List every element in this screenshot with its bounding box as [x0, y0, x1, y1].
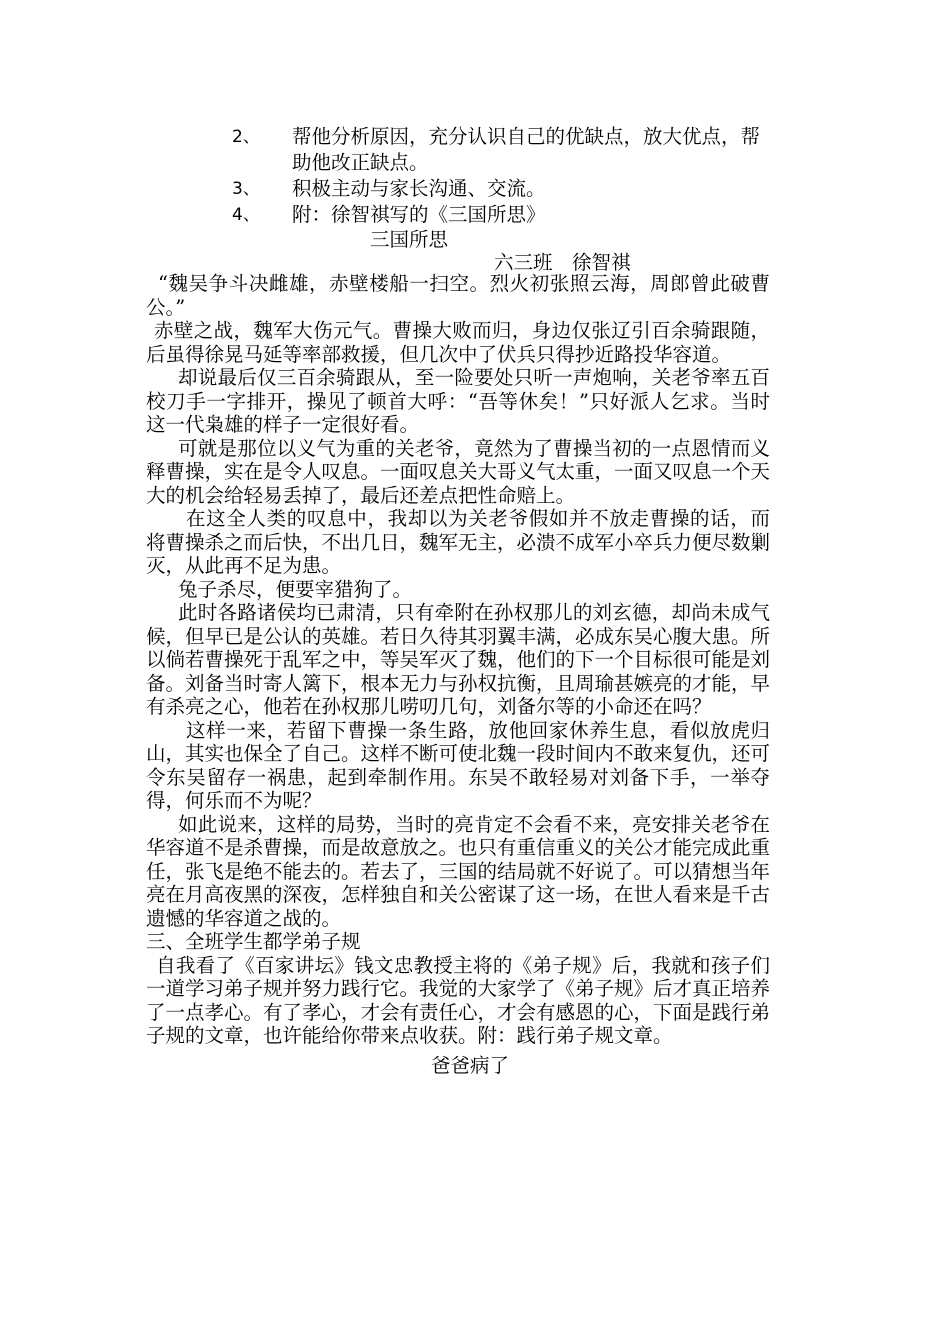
- list-text: 帮他分析原因，充分认识自己的优缺点，放大优点，帮助他改正缺点。: [292, 125, 761, 174]
- essay-paragraph-8: 这样一来，若留下曹操一条生路，放他回家休养生息，看似放虎归山，其实也保全了自己。这样不断可使北魏一段时间内不敢来复仇，还可令东吴留存一祸患，起到牵制作用。东吴不敢轻易对刘备下手，一举夺得，何乐而不为呢？: [146, 718, 771, 812]
- list-number: 4、: [232, 205, 260, 225]
- essay-paragraph-5: 在这全人类的叹息中，我却以为关老爷假如并不放走曹操的话，而将曹操杀之而后快，不出几日，魏军无主，必溃不成军小卒兵力便尽数剿灭，从此再不足为患。: [146, 507, 771, 577]
- essay-paragraph-6: 兔子杀尽，便要宰猎狗了。: [178, 577, 413, 601]
- essay-author: 六三班 徐智祺: [494, 251, 631, 274]
- essay-paragraph-7: 此时各路诸侯均已肃清，只有牵附在孙权那儿的刘玄德，却尚未成气候，但早已是公认的英雄。若日久待其羽翼丰满，必成东吴心腹大患。所以倘若曹操死于乱军之中，等吴军灭了魏，他们的下一个目标很可能是刘备。刘备当时寄人篱下，根本无力与孙权抗衡，且周瑜甚嫉亮的才能，早有杀亮之心，他若在孙权那儿唠叨几句，刘备尔等的小命还在吗？: [146, 601, 771, 718]
- essay-body: [146, 272, 770, 1077]
- essay-paragraph-2: 赤壁之战，魏军大伤元气。曹操大败而归，身边仅张辽引百余骑跟随，后虽得徐晃马延等率部救援，但几次中了伏兵只得抄近路投华容道。: [146, 319, 770, 366]
- essay-paragraph-4: 可就是那位以义气为重的关老爷，竟然为了曹操当初的一点恩情而义释曹操，实在是令人叹息。一面叹息关大哥义气太重，一面又叹息一个天大的机会给轻易丢掉了，最后还差点把性命赔上。: [146, 436, 771, 507]
- list-item-4: [232, 202, 772, 228]
- list-number: 3、: [232, 179, 260, 199]
- sub-title: 爸爸病了: [430, 1053, 509, 1077]
- essay-paragraph-3: 却说最后仅三百余骑跟从，至一险要处只听一声炮响，关老爷率五百校刀手一字排开，操见了顿首大呼：“吾等休矣！”只好派人乞求。当时这一代枭雄的样子一定很好看。: [146, 366, 770, 436]
- section-paragraph: 自我看了《百家讲坛》钱文忠教授主将的《弟子规》后，我就和孩子们一道学习弟子规并努力践行它。我觉的大家学了《弟子规》后才真正培养了一点孝心。有了孝心，才会有责任心，才会有感恩的心，下面是践行弟子规的文章，也许能给你带来点收获。附：践行弟子规文章。: [146, 953, 771, 1047]
- list-text: 附：徐智祺写的《三国所思》: [292, 203, 546, 226]
- essay-paragraph-1: “魏吴争斗决雌雄，赤壁楼船一扫空。烈火初张照云海，周郎曾此破曹公。”: [146, 272, 770, 319]
- list-text: 积极主动与家长沟通、交流。: [292, 177, 546, 200]
- section-heading: 三、全班学生都学弟子规: [146, 930, 361, 953]
- list-item-2: [232, 124, 772, 176]
- list-number: 2、: [232, 127, 260, 147]
- list-item-3: [232, 176, 772, 202]
- essay-paragraph-9: 如此说来，这样的局势，当时的亮肯定不会看不来，亮安排关老爷在华容道不是杀曹操，而是故意放之。也只有重信重义的关公才能完成此重任，张飞是绝不能去的。若去了，三国的结局就不好说了。可以猜想当年亮在月高夜黑的深夜，怎样独自和关公密谋了这一场，在世人看来是千古遗憾的华容道之战的。: [146, 812, 771, 930]
- essay-title: 三国所思: [370, 228, 449, 251]
